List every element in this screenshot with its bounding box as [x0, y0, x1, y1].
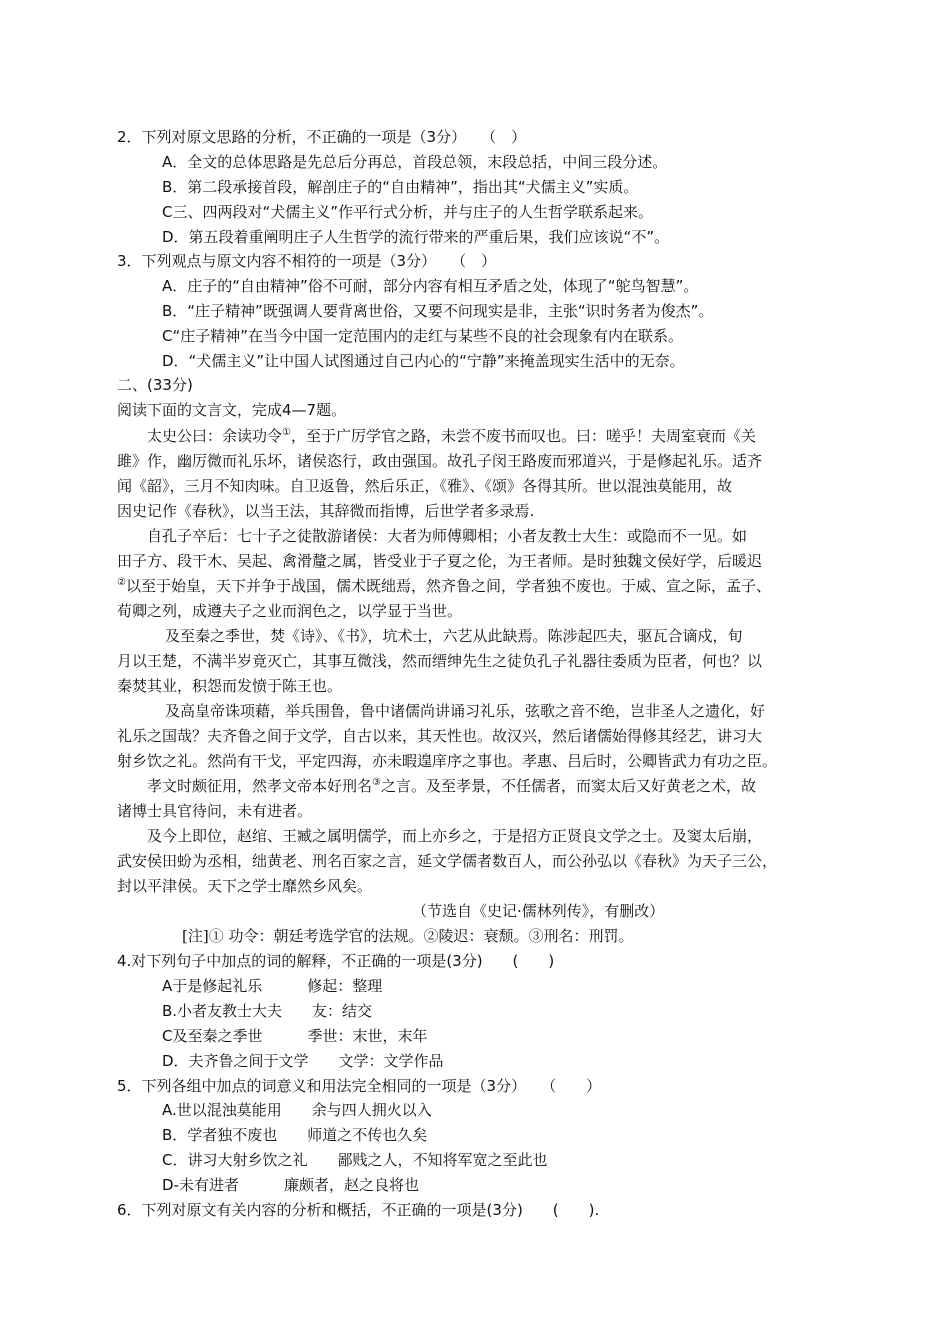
q2-option-b: B．第二段承接首段，解剖庄子的“自由精神”，指出其“犬儒主义”实质。 [162, 178, 639, 196]
q3-option-b: B．“庄子精神”既强调人要背离世俗，又要不问现实是非，主张“识时务者为俊杰”。 [162, 302, 714, 320]
q5-option-c: C．讲习大射乡饮之礼 鄙贱之人，不知将军宽之至此也 [162, 1151, 548, 1169]
passage-line: 及高皇帝诛项藉，举兵围鲁，鲁中诸儒尚讲诵习礼乐，弦歌之音不绝，岂非圣人之遗化，好 [165, 702, 766, 720]
q5-option-d: D-未有进者 廉颇者，赵之良将也 [162, 1176, 419, 1194]
q2-option-a: A．全文的总体思路是先总后分再总，首段总领，末段总括，中间三段分述。 [162, 153, 668, 171]
passage-source: （节选自《史记·儒林列传》，有删改） [412, 902, 665, 920]
passage-line: 因史记作《春秋》，以当王法，其辞微而指博，后世学者多录焉. [117, 502, 535, 520]
passage-text: 孝文时颇征用，然孝文帝本好刑名 [147, 777, 373, 795]
footnote-marker: ② [117, 577, 126, 588]
passage-line: 雎》作，幽厉微而礼乐坏，诸侯恣行，政由强国。故孔子闵王路废而邪道兴，于是修起礼乐。适齐 [117, 452, 763, 470]
q3-option-c: C“庄子精神”在当今中国一定范围内的走红与某些不良的社会现象有内在联系。 [162, 327, 684, 345]
q4-option-c: C及至秦之季世 季世：末世，末年 [162, 1027, 428, 1045]
passage-line: 封以平津侯。天下之学士靡然乡风矣。 [117, 877, 373, 895]
section-intro: 阅读下面的文言文，完成4—7题。 [117, 401, 347, 419]
passage-line: 秦焚其业，积怨而发愤于陈王也。 [117, 677, 343, 695]
q2-stem: 2．下列对原文思路的分析，不正确的一项是（3分） （ ） [117, 128, 527, 146]
passage-line: 武安侯田蚡为丞相，绌黄老、刑名百家之言，延文学儒者数百人，而公孙弘以《春秋》为天子三公， [117, 852, 778, 870]
q5-stem: 5．下列各组中加点的词意义和用法完全相同的一项是（3分） （ ） [117, 1077, 602, 1095]
footnote-marker: ① [282, 427, 291, 438]
q2-option-d: D．第五段着重阐明庄子人生哲学的流行带来的严重后果，我们应该说“不”。 [162, 228, 670, 246]
section-heading: 二、(33分) [117, 376, 193, 394]
passage-line: 闻《韶》，三月不知肉味。自卫返鲁，然后乐正，《雅》、《颂》各得其所。世以混浊莫能用，故 [117, 477, 733, 495]
q4-stem: 4.对下列句子中加点的词的解释，不正确的一项是(3分) ( ) [117, 952, 555, 970]
q5-option-a: A.世以混浊莫能用 余与四人拥火以入 [162, 1101, 432, 1119]
passage-line: 田子方、段干木、吴起、禽滑釐之属，皆受业于子夏之伦，为王者师。是时独魏文侯好学，后暖迟 [117, 552, 763, 570]
passage-text: ，至于广厉学官之路，未尝不废书而叹也。曰：嗟乎！夫周室衰而《关 [290, 427, 756, 445]
q3-stem: 3．下列观点与原文内容不相符的一项是（3分） （ ） [117, 252, 497, 270]
passage-line [147, 426, 756, 446]
passage-line: 自孔子卒后：七十子之徒散游诸侯：大者为师傅卿相；小者友教士大生：或隐而不一见。如 [147, 527, 748, 545]
q3-option-d: D．“犬儒主义”让中国人试图通过自己内心的“宁静”来掩盖现实生活中的无奈。 [162, 352, 685, 370]
passage-note: [注]① 功令：朝廷考选学官的法规。②陵迟：衰颓。③刑名：刑罚。 [182, 927, 634, 945]
q4-option-a: A于是修起礼乐 修起：整理 [162, 977, 383, 995]
passage-line: 射乡饮之礼。然尚有干戈，平定四海，亦未暇遑庠序之事也。孝惠、吕后时，公卿皆武力有功之臣。 [117, 752, 778, 770]
passage-text: 以至于始皇，天下并争于战国，儒术既绌焉，然齐鲁之间，学者独不废也。于威、宣之际，孟子、 [125, 577, 771, 595]
passage-line: 月以王楚，不满半岁竟灭亡，其事互微浅，然而缙绅先生之徒负孔子礼器往委质为臣者，何也？以 [117, 652, 763, 670]
q4-option-b: B.小者友教士大夫 友：结交 [162, 1002, 373, 1020]
passage-line [117, 576, 771, 596]
q4-option-d: D．夫齐鲁之间于文学 文学：文学作品 [162, 1052, 444, 1070]
passage-line: 礼乐之国哉？夫齐鲁之间于文学，自古以来，其天性也。故汉兴，然后诸儒始得修其经艺，讲习大 [117, 727, 763, 745]
q3-option-a: A．庄子的“自由精神”俗不可耐，部分内容有相互矛盾之处，体现了“鸵鸟智慧”。 [162, 277, 699, 295]
q6-stem: 6．下列对原文有关内容的分析和概括，不正确的一项是(3分) ( ). [117, 1201, 600, 1219]
passage-text: 之言。及至孝景，不任儒者，而窦太后又好黄老之术，故 [380, 777, 756, 795]
passage-text: 太史公曰：余读功令 [147, 427, 283, 445]
q5-option-b: B．学者独不废也 师道之不传也久矣 [162, 1126, 428, 1144]
footnote-marker: ③ [372, 777, 381, 788]
passage-line [147, 776, 756, 796]
passage-line: 荀卿之列，成遵夫子之业而润色之，以学显于当世。 [117, 602, 463, 620]
q2-option-c: C三、四两段对“犬儒主义”作平行式分析，并与庄子的人生哲学联系起来。 [162, 203, 654, 221]
passage-line: 诸博士具官待问，未有进者。 [117, 802, 313, 820]
passage-line: 及今上即位，赵绾、王臧之属明儒学，而上亦乡之，于是招方正贤良文学之士。及窦太后崩， [147, 827, 763, 845]
passage-line: 及至秦之季世，焚《诗》、《书》，坑术士，六艺从此缺焉。陈涉起匹夫，驱瓦合谪戍，旬 [165, 627, 743, 645]
